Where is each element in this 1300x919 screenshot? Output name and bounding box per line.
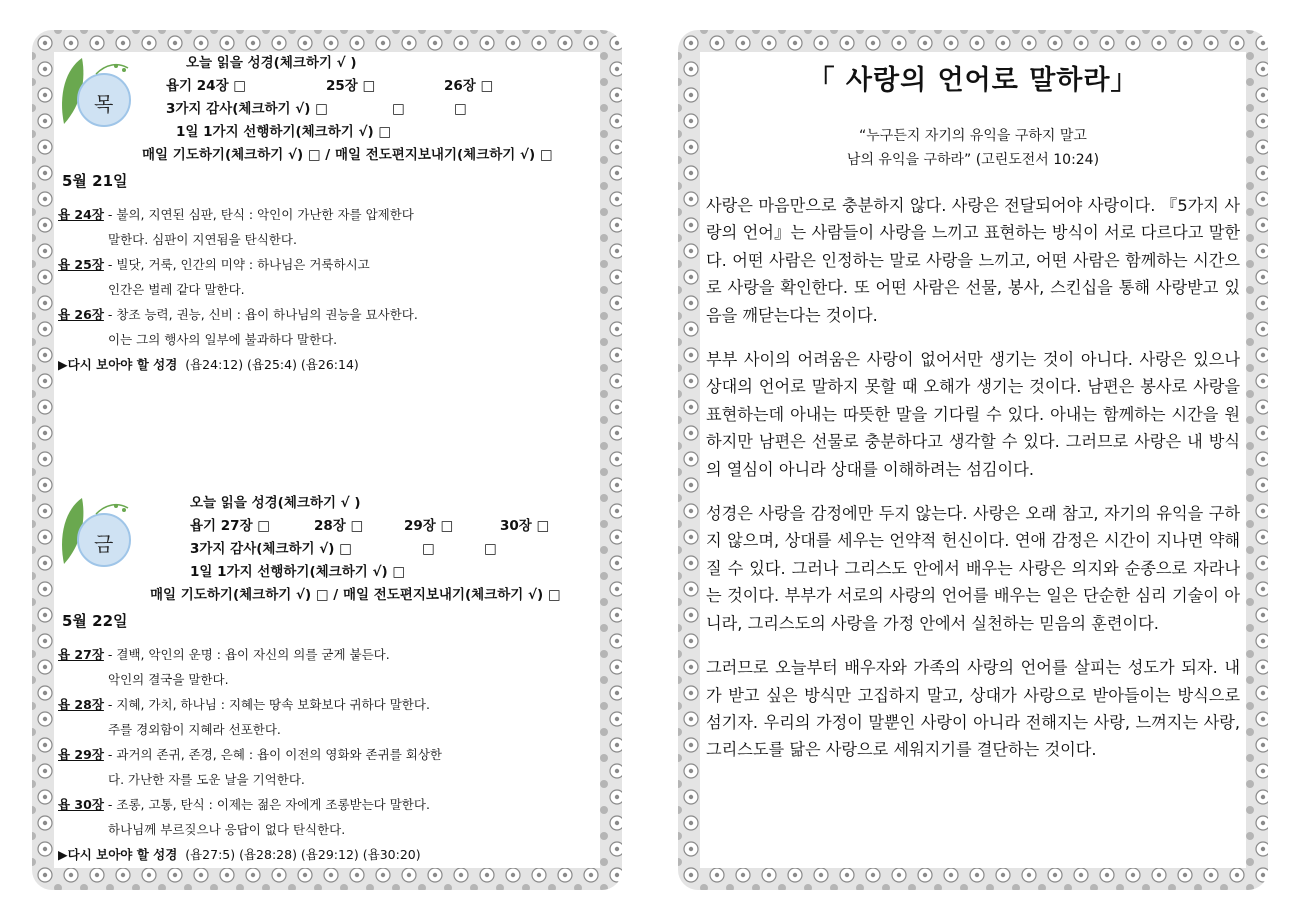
chapter-summary bbox=[58, 642, 596, 667]
chapter-summary bbox=[58, 302, 596, 327]
chapter-desc-cont: 주를 경외함이 지혜라 선포한다. bbox=[108, 722, 281, 737]
essay-paragraph: 그러므로 오늘부터 배우자와 가족의 사랑의 언어를 살피는 성도가 되자. 내가 받고 싶은 방식만 고집하지 말고, 상대가 사랑으로 받아들이는 방식으로 섬기자. 우리의 가정이 말뿐인 사랑이 아니라 전해지는 사랑, 느껴지는 사랑, 그리스도를 닮은 사랑으로 세워지기를 결단하는 것이다. bbox=[706, 658, 1240, 760]
chapter-desc: - 지혜, 가치, 하나님 : 지혜는 땅속 보화보다 귀하다 말한다. bbox=[103, 697, 430, 712]
date-label: 5월 22일 bbox=[62, 612, 128, 630]
chapter-desc-cont: 인간은 벌레 같다 말한다. bbox=[108, 282, 245, 297]
day-badge bbox=[56, 494, 136, 574]
chapter-checkbox-3[interactable]: 29장 □ bbox=[404, 518, 454, 534]
day-block-thursday bbox=[54, 52, 600, 452]
essay-paragraph: 성경은 사랑을 감정에만 두지 않는다. 사랑은 오래 참고, 자기의 유익을 구하지 않으며, 상대를 세우는 언약적 헌신이다. 연애 감정은 시간이 지나면 약해질 수 있다. 그러나 그리스도 안에서 배우는 사랑은 의지와 순종으로 자라나는 것이다. 부부가 서로의 사랑의 언어를 배우는 일은 단순한 심리 기술이 아니라, 그리스도의 사랑을 가정 안에서 실천하는 믿음의 훈련이다. bbox=[706, 504, 1240, 633]
chapter-summaries bbox=[58, 202, 596, 377]
chapter-desc: - 창조 능력, 권능, 신비 : 욥이 하나님의 권능을 묘사한다. bbox=[103, 307, 418, 322]
review-refs: (욥24:12) (욥25:4) (욥26:14) bbox=[185, 357, 359, 372]
essay-body bbox=[706, 192, 1240, 781]
chapter-name: 욥 26장 bbox=[58, 307, 104, 322]
chapter-summary bbox=[58, 252, 596, 277]
reading-checklist-label: 오늘 읽을 성경(체크하기 √ ) bbox=[190, 495, 361, 511]
review-label: ▶다시 보아야 할 성경 bbox=[58, 357, 178, 372]
day-label: 금 bbox=[94, 532, 114, 556]
day-block-friday bbox=[54, 492, 600, 892]
chapter-desc-cont: 말한다. 심판이 지연됨을 탄식한다. bbox=[108, 232, 297, 247]
chapter-checkbox-2[interactable]: 25장 □ bbox=[326, 78, 376, 94]
review-verses bbox=[58, 842, 596, 867]
gratitude-checkbox-1[interactable]: 3가지 감사(체크하기 √) □ bbox=[166, 101, 328, 117]
essay-paragraph: 부부 사이의 어려움은 사랑이 없어서만 생기는 것이 아니다. 사랑은 있으나 상대의 언어로 말하지 못할 때 오해가 생기는 것이다. 남편은 봉사로 사랑을 표현하는데 아내는 따뜻한 말을 기다릴 수 있다. 아내는 함께하는 시간을 원하지만 남편은 선물로 충분하다고 생각할 수 있다. 그러므로 사랑은 내 방식의 열심이 아니라 상대를 이해하려는 섬김이다. bbox=[706, 350, 1240, 479]
good-deed-checkbox[interactable]: 1일 1가지 선행하기(체크하기 √) □ bbox=[176, 124, 392, 140]
chapter-desc-cont: 이는 그의 행사의 일부에 불과하다 말한다. bbox=[108, 332, 338, 347]
chapter-summaries bbox=[58, 642, 596, 867]
review-verses bbox=[58, 352, 596, 377]
chapter-name: 욥 25장 bbox=[58, 257, 104, 272]
review-label: ▶다시 보아야 할 성경 bbox=[58, 847, 178, 862]
chapter-name: 욥 28장 bbox=[58, 697, 104, 712]
chapter-desc-cont: 악인의 결국을 말한다. bbox=[108, 672, 229, 687]
chapter-name: 욥 24장 bbox=[58, 207, 104, 222]
prayer-checkbox[interactable]: 매일 기도하기(체크하기 √) □ / 매일 전도편지보내기(체크하기 √) □ bbox=[142, 147, 553, 163]
gratitude-checkbox-3[interactable]: □ bbox=[484, 541, 497, 557]
chapter-checkbox-1[interactable]: 욥기 27장 □ bbox=[190, 518, 271, 534]
left-content bbox=[54, 52, 600, 868]
chapter-summary bbox=[58, 792, 596, 817]
chapter-checkbox-1[interactable]: 욥기 24장 □ bbox=[166, 78, 247, 94]
chapter-desc: - 조롱, 고통, 탄식 : 이제는 젊은 자에게 조롱받는다 말한다. bbox=[103, 797, 430, 812]
chapter-desc: - 과거의 존귀, 존경, 은혜 : 욥이 이전의 영화와 존귀를 회상한 bbox=[103, 747, 443, 762]
gratitude-checkbox-1[interactable]: 3가지 감사(체크하기 √) □ bbox=[190, 541, 352, 557]
essay-paragraph: 사랑은 마음만으로 충분하지 않다. 사랑은 전달되어야 사랑이다. 『5가지 사랑의 언어』는 사람들이 사랑을 느끼고 표현하는 방식이 서로 다르다고 말한다. 어떤 사람은 인정하는 말로 사랑을 느끼고, 어떤 사람은 함께하는 시간으로 사랑을 확인한다. 또 어떤 사람은 선물, 봉사, 스킨십을 통해 사랑받고 있음을 깨닫는다는 것이다. bbox=[706, 196, 1240, 325]
prayer-checkbox[interactable]: 매일 기도하기(체크하기 √) □ / 매일 전도편지보내기(체크하기 √) □ bbox=[150, 587, 561, 603]
left-panel bbox=[32, 30, 622, 890]
review-refs: (욥27:5) (욥28:28) (욥29:12) (욥30:20) bbox=[185, 847, 421, 862]
chapter-desc: - 빌닷, 거룩, 인간의 미약 : 하나님은 거룩하시고 bbox=[103, 257, 370, 272]
right-content bbox=[700, 52, 1246, 868]
chapter-desc: - 결백, 악인의 운명 : 욥이 자신의 의를 굳게 붙든다. bbox=[103, 647, 390, 662]
gratitude-checkbox-2[interactable]: □ bbox=[422, 541, 435, 557]
scripture-verse bbox=[700, 124, 1246, 172]
chapter-summary bbox=[58, 742, 596, 767]
reading-checklist-label: 오늘 읽을 성경(체크하기 √ ) bbox=[186, 55, 357, 71]
chapter-checkbox-4[interactable]: 30장 □ bbox=[500, 518, 550, 534]
chapter-summary bbox=[58, 202, 596, 227]
chapter-checkbox-2[interactable]: 28장 □ bbox=[314, 518, 364, 534]
chapter-name: 욥 29장 bbox=[58, 747, 104, 762]
essay-title: 「 사랑의 언어로 말하라」 bbox=[807, 65, 1139, 96]
gratitude-checkbox-3[interactable]: □ bbox=[454, 101, 467, 117]
chapter-checkbox-3[interactable]: 26장 □ bbox=[444, 78, 494, 94]
chapter-name: 욥 30장 bbox=[58, 797, 104, 812]
chapter-desc-cont: 다. 가난한 자를 도운 날을 기억한다. bbox=[108, 772, 305, 787]
chapter-name: 욥 27장 bbox=[58, 647, 104, 662]
chapter-desc-cont: 하나님께 부르짖으나 응답이 없다 탄식한다. bbox=[108, 822, 346, 837]
day-badge bbox=[56, 54, 136, 134]
gratitude-checkbox-2[interactable]: □ bbox=[392, 101, 405, 117]
verse-line: “누구든지 자기의 유익을 구하지 말고 bbox=[859, 128, 1087, 144]
day-label: 목 bbox=[94, 92, 114, 116]
chapter-summary bbox=[58, 692, 596, 717]
right-panel bbox=[678, 30, 1268, 890]
date-label: 5월 21일 bbox=[62, 172, 128, 190]
chapter-desc: - 불의, 지연된 심판, 탄식 : 악인이 가난한 자를 압제한다 bbox=[103, 207, 414, 222]
good-deed-checkbox[interactable]: 1일 1가지 선행하기(체크하기 √) □ bbox=[190, 564, 406, 580]
verse-line: 남의 유익을 구하라” (고린도전서 10:24) bbox=[846, 152, 1100, 168]
